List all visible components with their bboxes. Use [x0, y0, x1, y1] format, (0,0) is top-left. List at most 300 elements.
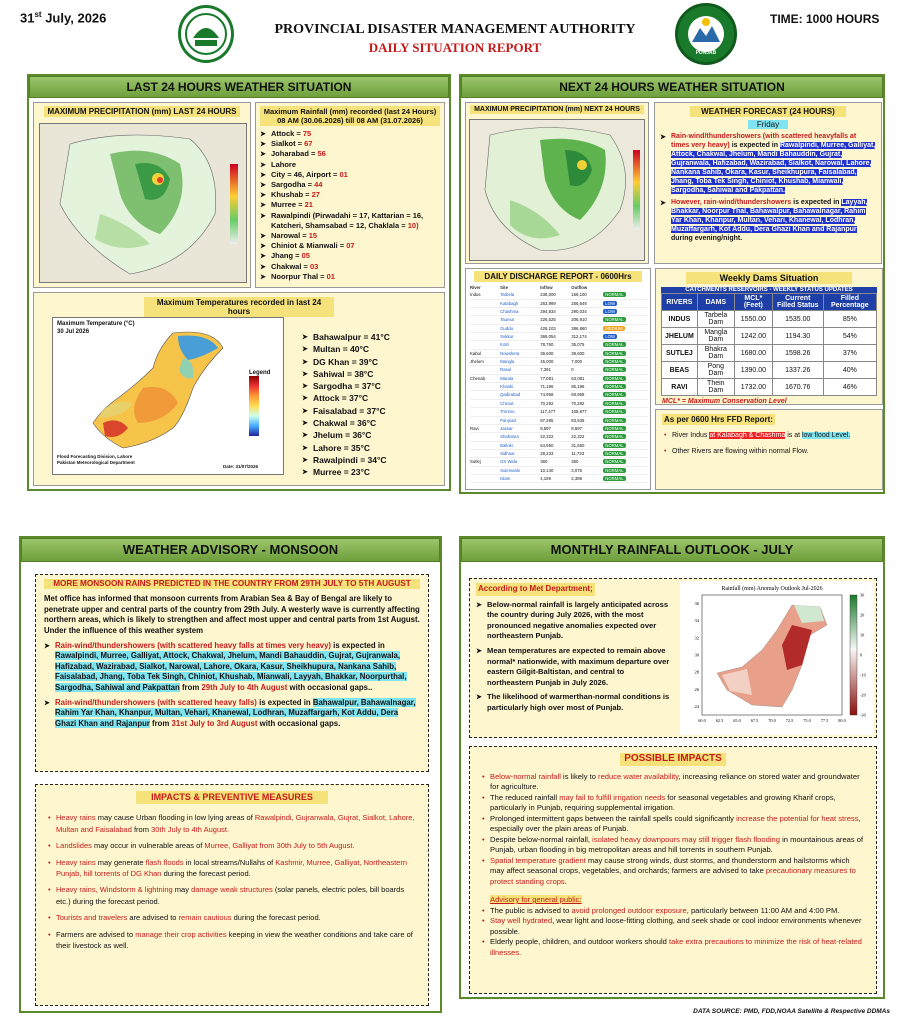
discharge-cell: Kabul — [470, 350, 481, 356]
dams-cell: 40% — [823, 362, 876, 379]
dams-cell: 1598.26 — [772, 345, 823, 362]
dams-cell: SUTLEJ — [662, 345, 698, 362]
discharge-cell — [470, 466, 500, 474]
rainfall-item — [260, 170, 440, 180]
discharge-col-header: Inflow — [540, 285, 553, 290]
dams-cell: 54% — [823, 328, 876, 345]
rainfall-label: Rawalpindi (Pirwadahi = 17, Kattarian = 16, Katcheri, Shamsabad = 12, Chaklala = — [271, 210, 424, 230]
temp-legend-title: Legend — [249, 370, 271, 376]
public-item-2 — [480, 916, 866, 937]
discharge-status-badge: NORMAL — [605, 342, 624, 348]
discharge-cell: Mangla — [500, 359, 515, 365]
rainfall-value: 27 — [311, 190, 320, 200]
forecast-item-1: ➤ Rain-wind/thundershowers (with scattered heavyfalls at times very heavy) is expected in Rawalpindi, Murree, Galliyat, Attock, Chakwal, Jhelum, Mandi Bahauddin, Gujrat, Gujranwala, Hafizabad, Wazirabad, Sialkot, Narowal, Lahore, Nankana Sahib, Okara, Kasur, Sheikhupura, Faisalabad, Jhang, Toba Tek Singh, Chiniot, Khushab, Mianwali, Sargodha, Sahiwal and Pakpattan. — [660, 132, 876, 195]
discharge-cell: Rasul — [500, 367, 512, 373]
forecast-box — [654, 102, 882, 264]
temp-item: ➤ Murree = 23°C — [302, 466, 390, 478]
discharge-row — [470, 341, 648, 349]
rainfall-label: Murree = — [271, 200, 305, 210]
met-item-1: ➤ Below-normal rainfall is largely anticipated across the country during July 2026, with the most pronounced negative anomalies expected over northeastern Punjab. — [476, 600, 672, 642]
discharge-row — [470, 349, 648, 357]
outlook-panel — [459, 536, 885, 999]
highlight-text: Rawalpindi, Gujranwala, Gujrat, Sialkot, Lahore, Multan and Faisalabad — [56, 813, 415, 834]
discharge-cell: 28,233 — [540, 450, 554, 456]
discharge-status-badge: NORMAL — [605, 417, 624, 423]
discharge-cell: 256,649 — [571, 300, 587, 306]
rainfall-label: Jhang = — [271, 251, 302, 261]
discharge-cell: Ravi — [470, 425, 479, 431]
discharge-cell: 7,391 — [540, 367, 551, 373]
discharge-row — [470, 399, 648, 407]
dams-cell: 1242.00 — [734, 328, 772, 345]
discharge-status-badge: NORMAL — [605, 367, 624, 373]
discharge-cell: 8,597 — [540, 425, 551, 431]
advisory-box — [35, 574, 429, 772]
discharge-status-cell — [603, 466, 648, 474]
temp-item: ➤ Sargodha = 37°C — [302, 380, 390, 392]
rainfall-label: Chiniot & Mianwali = — [271, 241, 347, 251]
colorbar-tick-label: 0 — [860, 652, 863, 658]
dams-cell: Bhakra Dam — [697, 345, 734, 362]
discharge-status-cell — [603, 358, 648, 366]
highlight-text: Spatial temperature gradient — [490, 855, 586, 865]
discharge-status-cell — [603, 291, 648, 299]
discharge-status-badge: NORMAL — [605, 400, 624, 406]
highlight-text: avoid prolonged outdoor exposure — [571, 905, 687, 915]
plain-text: may cause Urban flooding in low lying areas of — [95, 813, 255, 823]
discharge-status-cell — [603, 408, 648, 416]
rainfall-item — [260, 211, 440, 231]
discharge-row — [470, 416, 648, 424]
discharge-status-badge: NORMAL — [605, 317, 624, 323]
discharge-cell: Sidhnai — [500, 450, 515, 456]
plain-text: , wear light and loose-fitting clothing, and seek shade or cool indoor environments whenever possible. — [490, 916, 862, 936]
temp-item: ➤ Sahiwal = 38°C — [302, 368, 390, 380]
discharge-col-header: Site — [500, 285, 508, 290]
discharge-cell: Sukkur — [500, 334, 514, 340]
public-item-1 — [480, 906, 866, 917]
possible-item-5 — [480, 856, 866, 888]
temp-item: ➤ Faisalabad = 37°C — [302, 405, 390, 417]
forecast-title: WEATHER FORECAST (24 HOURS) — [690, 106, 846, 117]
discharge-cell: 97,285 — [540, 417, 554, 423]
rainfall-value: 10) — [407, 220, 419, 230]
highlight-text: 30th July to 4th August. — [151, 824, 230, 834]
advisory-title: WEATHER ADVISORY - MONSOON — [21, 538, 440, 562]
discharge-cell: 294,834 — [540, 309, 556, 315]
dams-cell: RAVI — [662, 379, 698, 396]
discharge-cell — [470, 433, 500, 441]
discharge-cell — [470, 399, 500, 407]
discharge-status-badge: NORMAL — [605, 409, 624, 415]
discharge-cell: 63,081 — [571, 375, 585, 381]
discharge-status-cell — [603, 441, 648, 449]
discharge-cell — [470, 449, 500, 457]
discharge-status-header — [603, 284, 648, 291]
discharge-status-cell — [603, 333, 648, 341]
discharge-cell: 290,034 — [571, 309, 587, 315]
rainfall-label: City = 46, Airport = — [271, 169, 340, 179]
discharge-status-cell — [603, 449, 648, 457]
discharge-row — [470, 391, 648, 399]
discharge-status-cell — [603, 374, 648, 382]
highlight-text: damage weak structures — [191, 885, 273, 895]
forecast-day: Friday — [748, 120, 788, 129]
anomaly-chart — [680, 581, 874, 735]
impact-item — [46, 884, 418, 907]
discharge-cell: Qadirabad — [500, 392, 521, 398]
rainfall-label: Attock = — [271, 129, 303, 138]
discharge-row — [470, 408, 648, 416]
discharge-cell: 7,000 — [571, 359, 583, 365]
discharge-cell — [470, 366, 500, 374]
discharge-status-cell — [603, 349, 648, 357]
discharge-status-badge: LOW — [605, 300, 616, 306]
plain-text: , particularly between 11:00 AM and 4:00 PM. — [686, 905, 840, 915]
discharge-status-cell — [603, 416, 648, 424]
highlight-text: Heavy rains — [56, 857, 96, 867]
possible-item-4 — [480, 835, 866, 856]
rainfall-item — [260, 139, 440, 149]
discharge-cell: Jassar — [500, 425, 513, 431]
rainfall-item — [260, 200, 440, 210]
highlight-text: isolated heavy downpours may still trigger flash flooding — [592, 834, 780, 844]
met-item-2: ➤ Mean temperatures are expected to remain above normal* nationwide, with maximum departure over eastern Gilgit-Baltistan, and central to northeastern Punjab in July 2026. — [476, 646, 672, 688]
advisory-intro: Met office has informed that monsoon currents from Arabian Sea & Bay of Bengal are likely to penetrate upper and central parts of the country from 29th July. A westerly wave is currently affecting northern areas, which is likely to strengthen and affect most upper and central parts from 1st August. Under the influence of this weather system — [44, 594, 420, 635]
highlight-text: Kashmir, Murree, Galliyat, Northeastern Punjab, hill torrents of DG Khan — [56, 857, 408, 879]
highlight-text: manage their crop activities — [135, 929, 227, 939]
rainfall-value: 05 — [301, 251, 310, 261]
x-tick-label: 75.0 — [803, 718, 811, 723]
discharge-cell — [470, 316, 500, 324]
discharge-row — [470, 424, 648, 432]
dams-cell: 1680.00 — [734, 345, 772, 362]
discharge-cell: 206,910 — [571, 317, 587, 323]
temp-map-date: 30 Jul 2026 — [57, 329, 90, 335]
discharge-cell: 45,000 — [540, 359, 554, 365]
temp-legend — [249, 370, 279, 436]
colorbar-tick-label: 10 — [860, 632, 865, 638]
discharge-row — [470, 308, 648, 316]
discharge-status-cell — [603, 458, 648, 466]
y-tick-label: 36 — [694, 601, 699, 607]
discharge-cell: 22,322 — [540, 434, 554, 440]
discharge-cell: Marala — [500, 375, 514, 381]
x-tick-label: 70.0 — [768, 718, 776, 723]
discharge-box — [465, 268, 651, 490]
discharge-status-badge: NORMAL — [605, 375, 624, 381]
plain-text: Despite below-normal rainfall, — [490, 834, 593, 844]
discharge-status-badge: LOW — [605, 334, 616, 340]
discharge-cell: 85,196 — [571, 384, 585, 390]
rainfall-title: Maximum Rainfall (mm) recorded (last 24 Hours) 08 AM (30.06.2026) till 08 AM (31.07.2026) — [260, 106, 440, 126]
discharge-row — [470, 441, 648, 449]
colorbar-tick-label: 20 — [860, 612, 865, 618]
highlight-text: precautionary measures to protect standing crops — [490, 866, 856, 886]
rainfall-value: 75 — [302, 129, 312, 138]
rainfall-value: 07 — [346, 241, 355, 251]
temp-item: ➤ Attock = 37°C — [302, 392, 390, 404]
advisory-panel — [19, 536, 442, 1013]
discharge-cell: 71,196 — [540, 384, 554, 390]
y-tick-label: 32 — [694, 635, 699, 641]
highlight-text: reduce water availability — [598, 771, 679, 781]
impact-item — [46, 840, 418, 851]
rainfall-label: Sargodha = — [271, 180, 315, 190]
x-tick-label: 60.0 — [698, 718, 706, 723]
advisory-item-1: ➤ Rain-wind/thundershowers (with scattered heavy falls at times very heavy) is expected in Rawalpindi, Murree, Galliyat, Attock, Chakwal, Jhelum, Mandi Bahauddin, Gujrat, Gujranwala, Hafizabad, Wazirabad, Sialkot, Narowal, Lahore, Okara, Kasur, Sheikhupura, Nankana Sahib, Faisalabad, Jhang, Toba Tek Singh, Chiniot, Khushab, Mianwali, Layyah, Bhakkar, Noorpurthal, Sargodha, Sahiwal and Pakpattan from 29th July to 4th August with occasional gaps.. — [44, 641, 420, 693]
plain-text: The reduced rainfall — [490, 792, 560, 802]
discharge-cell: 74,958 — [540, 392, 554, 398]
precip-last-box — [33, 102, 251, 288]
discharge-cell: Balloki — [500, 442, 513, 448]
discharge-cell: 83,535 — [571, 417, 585, 423]
discharge-status-cell — [603, 341, 648, 349]
discharge-cell: Kalabagh — [500, 300, 519, 306]
discharge-cell — [470, 416, 500, 424]
y-tick-label: 28 — [694, 669, 699, 675]
discharge-cell: 360 — [540, 459, 548, 465]
highlight-text: Landslides — [56, 841, 92, 851]
next24-panel — [459, 74, 885, 494]
rainfall-value: 44 — [314, 180, 323, 190]
highlight-text: flash floods — [145, 857, 184, 867]
colorbar-tick-label: -30 — [860, 712, 866, 718]
possible-box — [469, 746, 877, 994]
ffd-item-2: • Other Rivers are flowing within normal Flow. — [662, 447, 876, 457]
dams-cell: 46% — [823, 379, 876, 396]
dams-cell: 1194.30 — [772, 328, 823, 345]
dams-cell: 1390.00 — [734, 362, 772, 379]
plain-text: during the forecast period. — [161, 869, 251, 879]
met-title: According to Met Department; — [476, 583, 595, 596]
discharge-cell: 70,292 — [571, 400, 585, 406]
discharge-cell: Indus — [470, 292, 481, 298]
ffd-item-1: • River Indus at Kalabagh & Chashma is at low flood Level. — [662, 431, 876, 441]
discharge-status-badge: NORMAL — [605, 467, 624, 473]
x-tick-label: 65.0 — [733, 718, 741, 723]
rainfall-item — [260, 149, 440, 159]
rainfall-label: Lahore — [271, 159, 297, 169]
dams-subtitle: CATCHMENTS RESERVOIRS - WEEKLY STATUS UPDATES — [661, 287, 877, 293]
x-tick-label: 80.0 — [838, 718, 846, 723]
rainfall-value: 01 — [339, 169, 348, 179]
advisory-item-2: ➤ Rain-wind/thundershowers (with scattered heavy falls) is expected in Bahawalpur, Bahawalnagar, Rahim Yar Khan, Khanpur, Multan, Vehari, Khanewal, Lodhran, Muzaffargarh, Kot Addu, Dera Ghazi Khan and Rajanpur from 31st July to 3rd August with occasional gaps. — [44, 698, 420, 729]
discharge-cell: 238,000 — [540, 292, 556, 298]
y-tick-label: 30 — [694, 652, 699, 658]
discharge-status-badge: NORMAL — [605, 450, 624, 456]
highlight-text: Tourists and travelers — [56, 913, 128, 923]
discharge-cell: 369,054 — [540, 334, 556, 340]
discharge-cell: 22,322 — [571, 434, 585, 440]
highlight-text: increase the potential for heat stress — [736, 813, 859, 823]
report-title: DAILY SITUATION REPORT — [368, 40, 542, 55]
x-tick-label: 62.5 — [715, 718, 724, 723]
rainfall-label: Narowal = — [271, 231, 309, 241]
discharge-status-badge: NORMAL — [605, 442, 624, 448]
highlight-text: may fail to fulfill irrigation needs — [559, 792, 666, 802]
dams-row — [662, 311, 877, 328]
last24-title: LAST 24 HOURS WEATHER SITUATION — [29, 76, 449, 98]
discharge-cell: Jhelum — [470, 359, 484, 365]
discharge-status-cell — [603, 391, 648, 399]
plain-text: from — [131, 824, 152, 834]
ffd-box — [655, 409, 883, 490]
advisory-headline: MORE MONSOON RAINS PREDICTED IN THE COUNTRY FROM 29TH JULY TO 5TH AUGUST — [44, 579, 420, 589]
colorbar-tick-label: -20 — [860, 692, 866, 698]
discharge-cell: 39,600 — [571, 350, 585, 356]
plain-text: keeping in view the weather conditions and take care of their livestock as well. — [56, 929, 413, 951]
discharge-status-badge: NORMAL — [605, 392, 624, 398]
discharge-cell — [470, 383, 500, 391]
temp-map-credit: Flood Forecasting Division, Lahore Pakistan Meteorological Department — [57, 454, 135, 465]
dams-cell: JHELUM — [662, 328, 698, 345]
discharge-cell: 78,760 — [540, 342, 554, 348]
rainfall-item — [260, 160, 440, 170]
temp-item: ➤ Lahore = 35°C — [302, 442, 390, 454]
rainfall-value: 01 — [326, 271, 335, 281]
mcl-note: MCL* = Maximum Conservation Level — [662, 398, 787, 405]
discharge-row — [470, 358, 648, 366]
next24-title: NEXT 24 HOURS WEATHER SITUATION — [461, 76, 883, 98]
discharge-row — [470, 366, 648, 374]
discharge-row — [470, 316, 648, 324]
discharge-status-cell — [603, 424, 648, 432]
dams-row — [662, 328, 877, 345]
discharge-cell — [470, 408, 500, 416]
dams-cell: 1337.26 — [772, 362, 823, 379]
anomaly-chart-svg — [680, 581, 874, 735]
highlight-text: Below-normal rainfall — [490, 771, 561, 781]
dams-table — [661, 293, 877, 396]
temp-item: ➤ Multan = 40°C — [302, 343, 390, 355]
precip-next-map — [469, 119, 645, 261]
discharge-row — [470, 474, 648, 482]
discharge-status-badge: LOW — [605, 309, 616, 315]
discharge-cell: Sulemanki — [500, 467, 521, 473]
discharge-cell: Taunsa — [500, 317, 514, 323]
rainfall-item — [260, 180, 440, 190]
discharge-cell: 10,140 — [540, 467, 554, 473]
highlight-text: Stay well hydrated — [490, 916, 553, 925]
plain-text: are advised to — [127, 913, 179, 923]
discharge-status-cell — [603, 299, 648, 307]
dams-cell: Pong Dam — [697, 362, 734, 379]
ffd-list — [662, 431, 876, 457]
plain-text: Farmers are advised to — [56, 929, 136, 939]
highlight-text: Murree, Galliyat from 30th July to 5th August. — [204, 841, 355, 851]
plain-text: in mountainous areas of Punjab, urban flooding in big metropolitan areas and hill torrents in southern Punjab. — [490, 834, 864, 854]
discharge-table — [470, 284, 648, 483]
dams-title: Weekly Dams Situation — [686, 272, 852, 284]
discharge-status-cell — [603, 324, 648, 332]
precip-next-box — [465, 102, 649, 264]
discharge-cell: 312,174 — [571, 334, 587, 340]
discharge-cell: 226,525 — [540, 317, 556, 323]
plain-text: . — [564, 876, 567, 886]
discharge-cell: Tarbela — [500, 292, 515, 298]
dams-col-header: Filled Percentage — [823, 294, 876, 311]
highlight-text: remain cautious — [178, 913, 232, 923]
highlight-text: Heavy rains, Windstorm & lightning — [56, 885, 173, 895]
discharge-cell: GS Wala — [500, 459, 518, 465]
discharge-cell: 386,860 — [571, 325, 587, 331]
forecast-item-2: ➤ However, rain-wind/thundershowers is expected in Layyah, Bhakkar, Noorpur Thal, Bahawalpur, Bahawalnagar, Rahim Yar Khan, Khanpur, Multan, Vehari, Khanewal, Lodhran, Muzaffargarh, Kot Addu, Dera Ghazi Khan and Rajanpur during evening/night. — [660, 198, 876, 243]
forecast-list — [660, 132, 876, 243]
discharge-cell: 263,989 — [540, 300, 556, 306]
temp-item: ➤ DG Khan = 39°C — [302, 356, 390, 368]
colorbar-tick-label: -10 — [860, 672, 866, 678]
y-tick-label: 26 — [694, 686, 699, 692]
discharge-title: DAILY DISCHARGE REPORT - 0600Hrs — [474, 271, 642, 282]
possible-item-1 — [480, 772, 866, 793]
discharge-status-cell — [603, 474, 648, 482]
impact-item — [46, 812, 418, 835]
x-tick-label: 72.5 — [785, 718, 794, 723]
discharge-status-badge: NORMAL — [605, 350, 624, 356]
dams-col-header: MCL* (Feet) — [734, 294, 772, 311]
discharge-cell: Kotri — [500, 342, 509, 348]
discharge-cell: Nowshera — [500, 350, 520, 356]
discharge-cell: 360 — [571, 459, 579, 465]
discharge-status-cell — [603, 433, 648, 441]
discharge-status-badge: NORMAL — [605, 359, 624, 365]
discharge-cell: 54,950 — [540, 442, 554, 448]
discharge-cell — [470, 324, 500, 332]
colorbar-tick-label: 30 — [860, 592, 865, 598]
discharge-cell: 3,075 — [571, 467, 583, 473]
rainfall-label: Khushab = — [271, 190, 312, 200]
ffd-title: As per 0600 Hrs FFD Report: — [664, 415, 773, 424]
report-date: 31st July, 2026 — [20, 10, 107, 26]
precip-last-title: MAXIMUM PRECIPITATION (mm) LAST 24 HOURS — [44, 106, 240, 117]
plain-text: may cause strong winds, dust storms, and thunderstorm and hailstorms which may affect seasonal crops, vegetables, and orchards; farmers are advised to take — [490, 855, 850, 875]
discharge-status-cell — [603, 383, 648, 391]
discharge-status-badge: NORMAL — [605, 425, 624, 431]
data-source: DATA SOURCE: PMD, FDD,NOAA Satellite & Respective DDMAs — [693, 1008, 890, 1015]
possible-item-3 — [480, 814, 866, 835]
plain-text: , especially over the plain areas of Punjab. — [490, 813, 861, 833]
possible-list — [480, 772, 866, 888]
last24-panel — [27, 74, 451, 491]
discharge-row — [470, 458, 648, 466]
temp-map-title: Maximum Temperature (°C) — [57, 321, 135, 327]
discharge-cell — [470, 333, 500, 341]
discharge-status-cell — [603, 399, 648, 407]
dams-cell: 85% — [823, 311, 876, 328]
y-tick-label: 34 — [694, 618, 699, 624]
rainfall-label: Chakwal = — [271, 261, 310, 271]
discharge-status-badge: NORMAL — [605, 434, 624, 440]
dams-cell: 1732.00 — [734, 379, 772, 396]
discharge-cell: Panjnad — [500, 417, 516, 423]
rainfall-item — [260, 272, 440, 282]
discharge-cell: 35,075 — [571, 342, 585, 348]
dams-col-header: RIVERS — [662, 294, 698, 311]
discharge-cell: Chiniot — [500, 400, 514, 406]
precip-next-title: MAXIMUM PRECIPITATION (mm) NEXT 24 HOURS — [470, 105, 644, 114]
discharge-row — [470, 333, 648, 341]
impacts-list — [46, 812, 418, 951]
dams-col-header: DAMS — [697, 294, 734, 311]
plain-text: in local streams/Nullahs of — [183, 857, 276, 867]
discharge-cell: 426,103 — [540, 325, 556, 331]
report-time: TIME: 1000 HOURS — [770, 12, 880, 26]
rainfall-item — [260, 190, 440, 200]
discharge-row — [470, 291, 648, 299]
highlight-text: take extra precautions to minimize the risk of heat-related illnesses. — [490, 937, 862, 957]
discharge-status-badge: NORMAL — [605, 459, 624, 465]
